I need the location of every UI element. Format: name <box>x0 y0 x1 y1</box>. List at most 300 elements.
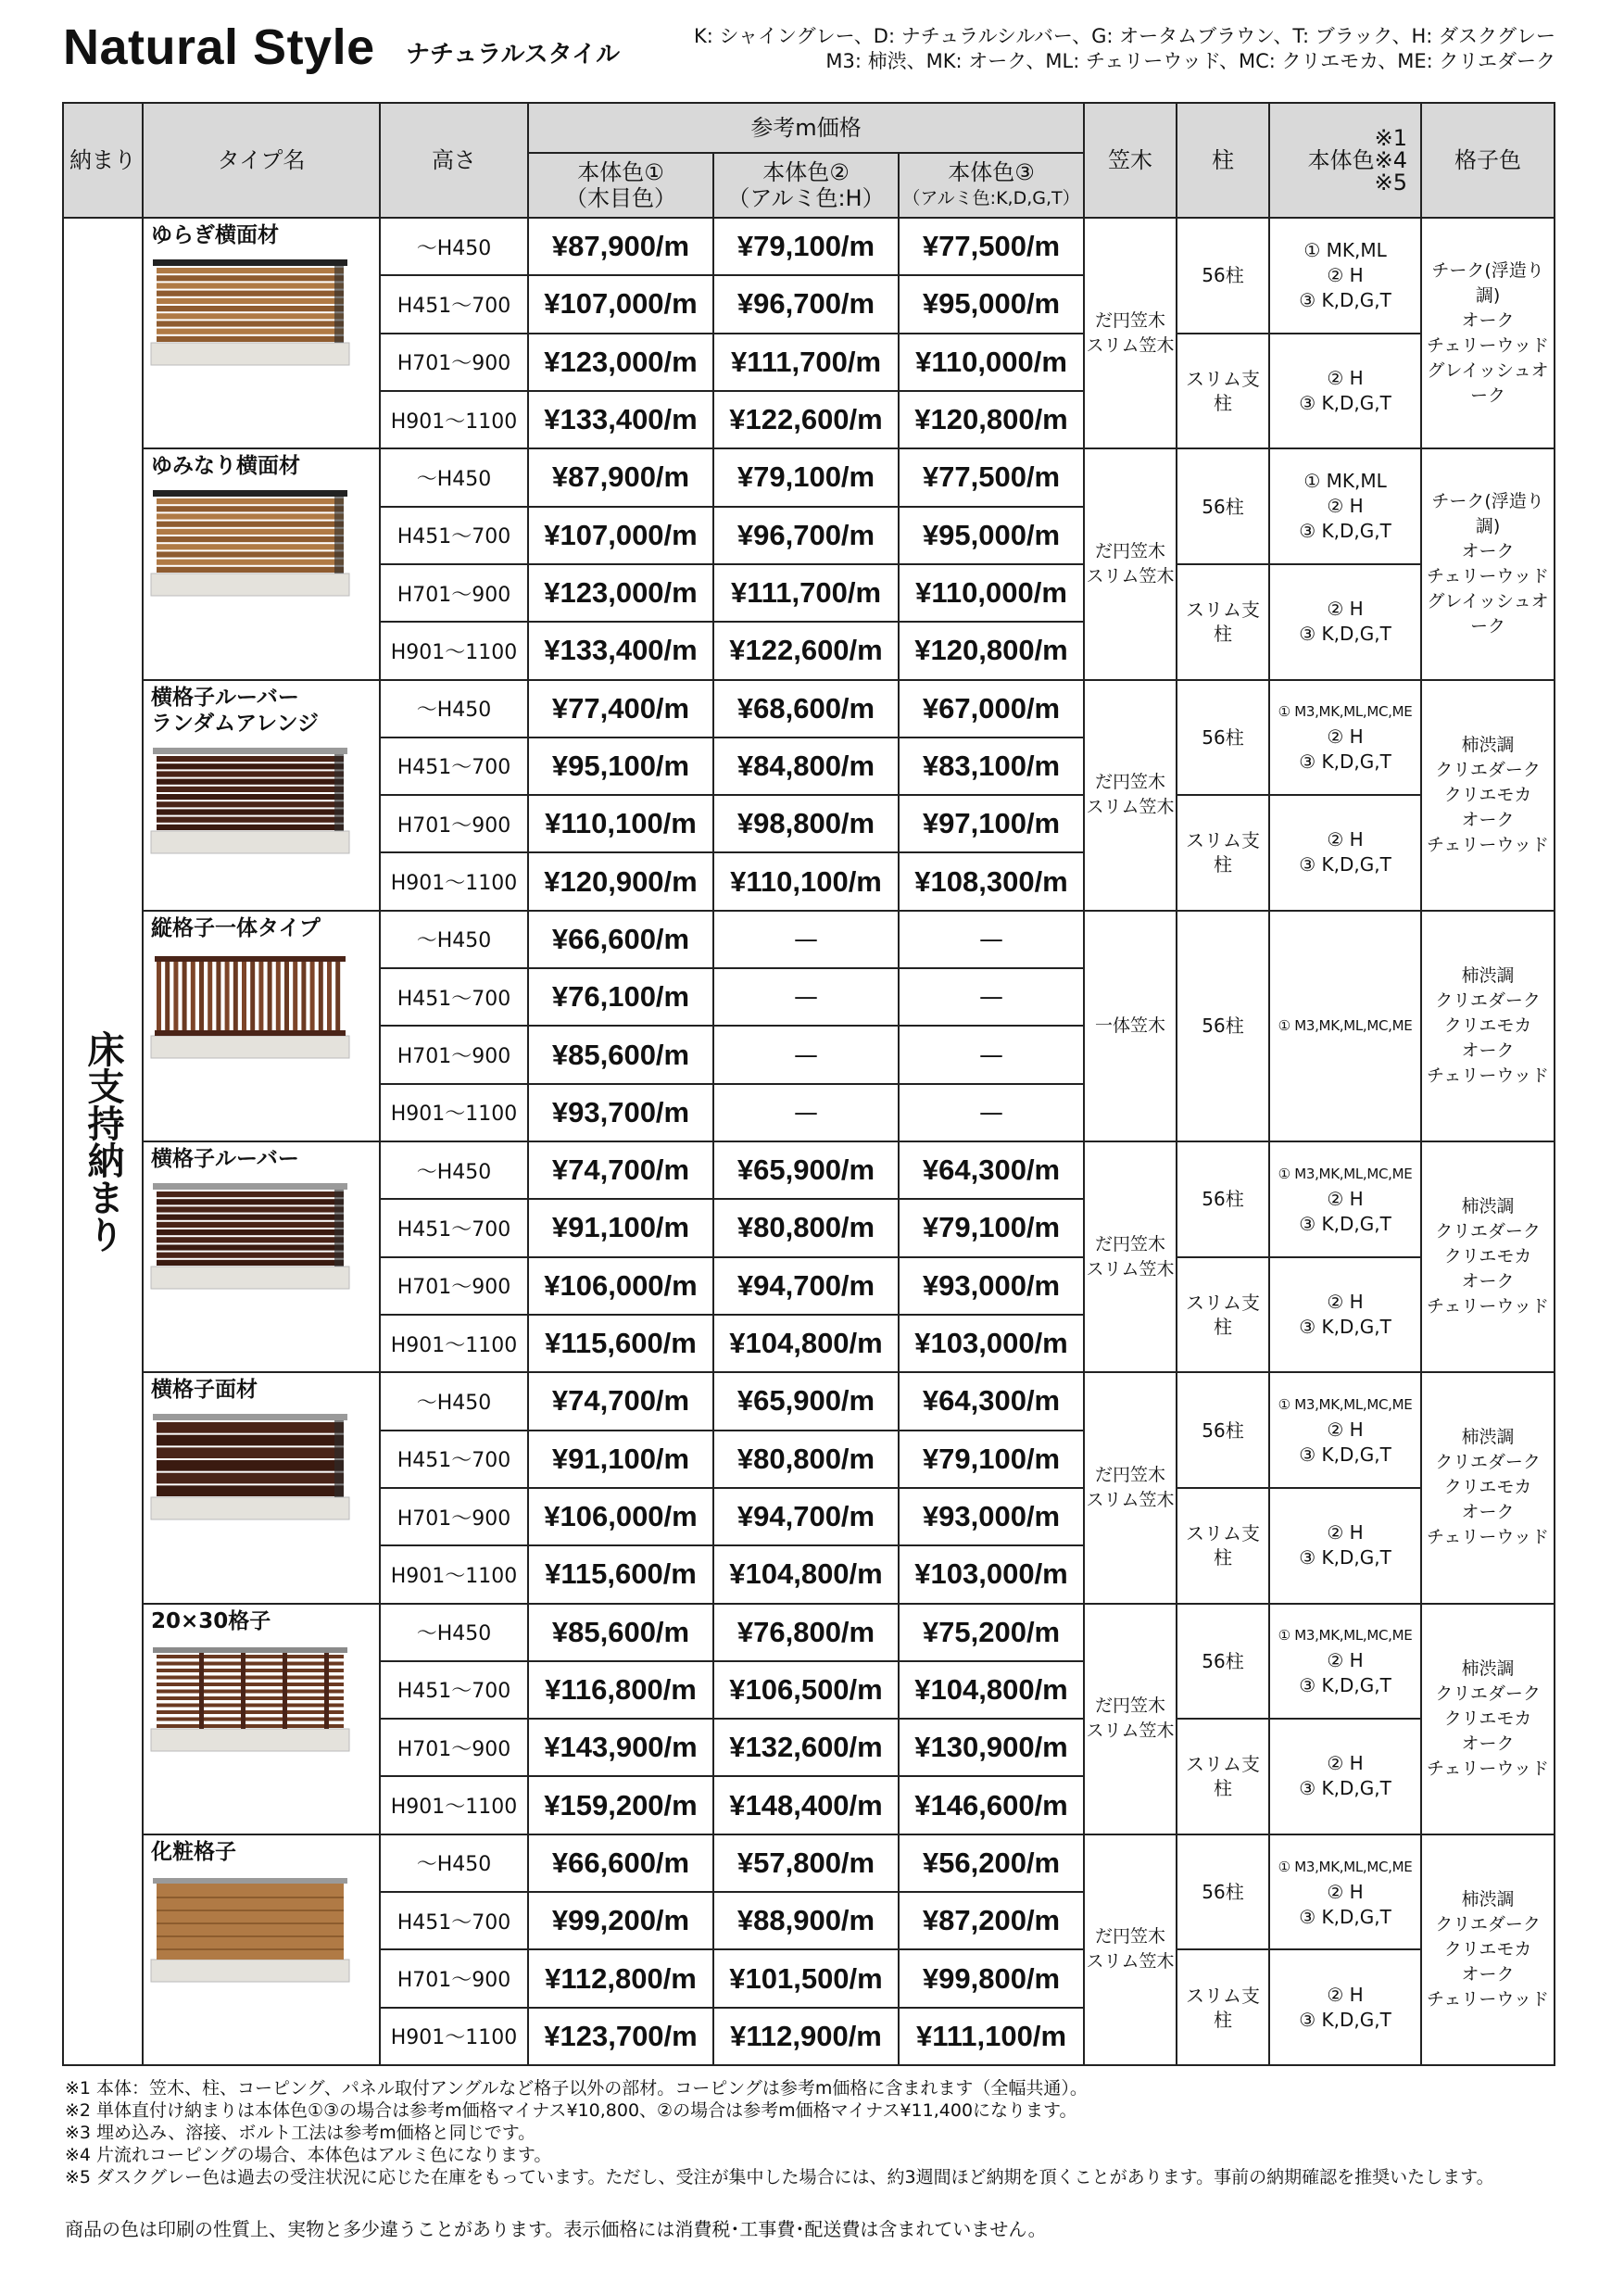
table.groups.6.lattice-line: チェリーウッド <box>1427 1758 1550 1779</box>
table.groups.7.lattice-line: チェリーウッド <box>1427 1988 1550 2010</box>
price-cell: ¥93,000/m <box>899 1257 1084 1315</box>
price-cell: ¥110,000/m <box>899 334 1084 391</box>
lattice-color-cell <box>1421 218 1555 448</box>
body-color-line: ② H <box>1327 366 1364 389</box>
table-row <box>63 1604 1555 1661</box>
table.groups.4.kasagi-line: だ円笠木 <box>1095 1233 1166 1254</box>
price-cell: — <box>899 911 1084 968</box>
type-cell <box>143 1141 380 1372</box>
price-cell: ¥133,400/m <box>528 391 713 448</box>
height-cell: H701～900 <box>380 334 528 391</box>
type-name: 縦格子一体タイプ <box>151 915 321 940</box>
header-body-color <box>1269 103 1421 218</box>
price-cell: ¥95,100/m <box>528 737 713 795</box>
height-cell: H451～700 <box>380 968 528 1026</box>
color-code-legend <box>694 24 1555 74</box>
price-cell: ¥111,700/m <box>713 564 899 622</box>
price-cell: ¥120,800/m <box>899 391 1084 448</box>
yuminari-horizontal-panel-image <box>144 485 379 601</box>
header-price-1 <box>528 153 713 218</box>
price-cell: ¥106,500/m <box>713 1661 899 1719</box>
lattice-color-cell <box>1421 911 1555 1141</box>
height-cell: H451～700 <box>380 275 528 333</box>
table.groups.1.lattice-line: チーク(浮造り調) <box>1431 490 1544 536</box>
body-color-line: ① M3,MK,ML,MC,ME <box>1278 1016 1413 1034</box>
height-cell: H451～700 <box>380 507 528 564</box>
price-cell: ¥115,600/m <box>528 1315 713 1372</box>
price-cell: ¥122,600/m <box>713 391 899 448</box>
height-cell: H901～1100 <box>380 852 528 910</box>
price-cell: ¥95,000/m <box>899 507 1084 564</box>
table.groups.5.kasagi-line: スリム笠木 <box>1086 1489 1175 1510</box>
post-cell: スリム支柱 <box>1177 334 1269 449</box>
height-cell: H451～700 <box>380 1199 528 1256</box>
table-row <box>63 911 1555 968</box>
height-cell: H451～700 <box>380 737 528 795</box>
price-cell: ¥107,000/m <box>528 507 713 564</box>
price-cell: ¥107,000/m <box>528 275 713 333</box>
price-cell: ¥103,000/m <box>899 1545 1084 1603</box>
lattice-color-cell <box>1421 448 1555 679</box>
price-cell: ¥101,500/m <box>713 1949 899 2007</box>
type-cell <box>143 218 380 448</box>
type-name-line: ランダムアレンジ <box>151 711 320 736</box>
price-cell: ¥123,000/m <box>528 564 713 622</box>
header-kasagi: 笠木 <box>1084 103 1177 218</box>
table.groups.7.kasagi-line: だ円笠木 <box>1095 1926 1166 1948</box>
post-cell: 56柱 <box>1177 218 1269 334</box>
height-cell: ～H450 <box>380 680 528 737</box>
price-cell: ¥108,300/m <box>899 852 1084 910</box>
height-cell: H451～700 <box>380 1892 528 1949</box>
body-color-line: ③ K,D,G,T <box>1299 288 1391 311</box>
post-cell: 56柱 <box>1177 1834 1269 1950</box>
price-cell: ¥122,600/m <box>713 622 899 679</box>
header-color-note1: ※1 <box>1374 125 1408 151</box>
note-4: ※4 片流れコーピングの場合、本体色はアルミ色になります。 <box>65 2145 552 2165</box>
price-cell: ¥132,600/m <box>713 1719 899 1776</box>
kasagi-cell <box>1084 911 1177 1141</box>
price-cell: ¥79,100/m <box>713 218 899 275</box>
price-cell: ¥91,100/m <box>528 1431 713 1488</box>
header-price-3-sub: （アルミ色:K,D,G,T） <box>902 188 1080 208</box>
horizontal-lattice-panel-image <box>144 1408 379 1525</box>
price-cell: ¥83,100/m <box>899 737 1084 795</box>
type-name-line: 横格子ルーバー <box>151 685 299 710</box>
height-cell: H901～1100 <box>380 1545 528 1603</box>
price-cell: ¥77,400/m <box>528 680 713 737</box>
price-cell: ¥120,800/m <box>899 622 1084 679</box>
type-cell <box>143 1372 380 1603</box>
body-color-line: ③ K,D,G,T <box>1299 1443 1391 1467</box>
price-cell: ¥95,000/m <box>899 275 1084 333</box>
lattice-20x30-image <box>144 1640 379 1757</box>
horizontal-louver-image <box>144 1178 379 1294</box>
body-color-line: ② H <box>1327 1290 1364 1313</box>
table.groups.2.lattice-line: クリエダーク <box>1435 759 1541 780</box>
header-height: 高さ <box>380 103 528 218</box>
height-cell: ～H450 <box>380 911 528 968</box>
price-cell: ¥76,100/m <box>528 968 713 1026</box>
body-color-line: ② H <box>1327 263 1364 286</box>
price-cell: ¥66,600/m <box>528 1834 713 1892</box>
price-cell: ¥84,800/m <box>713 737 899 795</box>
price-cell: — <box>899 1084 1084 1141</box>
body-color-line: ② H <box>1327 1187 1364 1210</box>
body-color-line: ② H <box>1327 1521 1364 1544</box>
type-cell <box>143 680 380 911</box>
price-cell: ¥94,700/m <box>713 1257 899 1315</box>
page-subtitle: ナチュラルスタイル <box>406 41 621 69</box>
vertical-lattice-integrated-image <box>144 947 379 1064</box>
table.groups.6.lattice-line: オーク <box>1461 1733 1515 1754</box>
type-cell <box>143 448 380 679</box>
body-color-cell <box>1269 564 1421 680</box>
price-cell: ¥143,900/m <box>528 1719 713 1776</box>
price-cell: ¥65,900/m <box>713 1141 899 1199</box>
price-cell: ¥123,700/m <box>528 2008 713 2065</box>
table.groups.6.kasagi-line: だ円笠木 <box>1095 1695 1166 1717</box>
table.groups.2.lattice-line: チェリーウッド <box>1427 834 1550 855</box>
price-cell: ¥115,600/m <box>528 1545 713 1603</box>
body-color-cell <box>1269 1141 1421 1257</box>
price-cell: — <box>713 1026 899 1083</box>
table.groups.0.kasagi-line: だ円笠木 <box>1095 309 1166 331</box>
body-color-line: ③ K,D,G,T <box>1299 2008 1391 2031</box>
price-cell: ¥111,700/m <box>713 334 899 391</box>
table.groups.4.lattice-line: 柿渋調 <box>1461 1196 1515 1217</box>
body-color-line: ② H <box>1327 598 1364 621</box>
note-2: ※2 単体直付け納まりは本体色①③の場合は参考m価格マイナス¥10,800、②の場合は参考m価格マイナス¥11,400になります。 <box>65 2100 1077 2121</box>
kasagi-cell <box>1084 1604 1177 1834</box>
price-cell: ¥56,200/m <box>899 1834 1084 1892</box>
height-cell: ～H450 <box>380 218 528 275</box>
header-price-2 <box>713 153 899 218</box>
price-cell: ¥96,700/m <box>713 507 899 564</box>
post-cell: スリム支柱 <box>1177 1488 1269 1604</box>
post-cell: スリム支柱 <box>1177 1949 1269 2065</box>
height-cell: H901～1100 <box>380 1315 528 1372</box>
table.groups.4.lattice-line: クリエダーク <box>1435 1221 1541 1242</box>
header-price-group: 参考m価格 <box>528 103 1084 153</box>
body-color-line: ② H <box>1327 725 1364 749</box>
price-cell: ¥68,600/m <box>713 680 899 737</box>
lattice-color-cell <box>1421 1604 1555 1834</box>
price-cell: ¥87,900/m <box>528 218 713 275</box>
height-cell: H451～700 <box>380 1661 528 1719</box>
post-cell: 56柱 <box>1177 1141 1269 1257</box>
price-cell: ¥80,800/m <box>713 1431 899 1488</box>
price-cell: ¥116,800/m <box>528 1661 713 1719</box>
height-cell: H701～900 <box>380 1719 528 1776</box>
header-price-3-label: 本体色③ <box>948 159 1035 185</box>
price-cell: ¥123,000/m <box>528 334 713 391</box>
height-cell: H901～1100 <box>380 2008 528 2065</box>
kasagi-cell <box>1084 448 1177 679</box>
body-color-line: ② H <box>1327 1880 1364 1903</box>
decorative-lattice-image <box>144 1871 379 1987</box>
legend-line-1: K: シャイングレー、D: ナチュラルシルバー、G: オータムブラウン、T: ブラック、H: ダスクグレー <box>693 25 1555 47</box>
body-color-cell <box>1269 1372 1421 1488</box>
note-3: ※3 埋め込み、溶接、ボルト工法は参考m価格と同じです。 <box>65 2123 536 2143</box>
type-name: ゆみなり横面材 <box>151 454 300 479</box>
kasagi-cell <box>1084 1372 1177 1603</box>
header-lattice-color: 格子色 <box>1421 103 1555 218</box>
body-color-cell <box>1269 911 1421 1141</box>
table.groups.0.lattice-line: チーク(浮造り調) <box>1431 259 1544 306</box>
table.groups.7.lattice-line: 柿渋調 <box>1461 1888 1515 1910</box>
height-cell: H701～900 <box>380 795 528 852</box>
price-cell: ¥104,800/m <box>713 1315 899 1372</box>
kasagi-cell <box>1084 1141 1177 1372</box>
louver-random-arrange-image <box>144 742 379 859</box>
body-color-line: ② H <box>1327 1752 1364 1775</box>
price-table <box>62 102 1555 2066</box>
table.groups.0.kasagi-line: スリム笠木 <box>1086 334 1175 356</box>
install-type-band <box>63 218 143 2065</box>
table.groups.5.lattice-line: チェリーウッド <box>1427 1527 1550 1548</box>
table-row <box>63 1141 1555 1199</box>
type-name: ゆらぎ横面材 <box>151 223 279 247</box>
height-cell: ～H450 <box>380 1372 528 1430</box>
table.groups.4.lattice-line: オーク <box>1461 1271 1515 1292</box>
table-row <box>63 448 1555 506</box>
table.groups.1.lattice-line: チェリーウッド <box>1427 565 1550 586</box>
price-cell: ¥76,800/m <box>713 1604 899 1661</box>
price-cell: ¥130,900/m <box>899 1719 1084 1776</box>
body-color-cell <box>1269 1604 1421 1720</box>
page-title: Natural Style <box>63 19 375 75</box>
price-cell: ¥103,000/m <box>899 1315 1084 1372</box>
table.groups.3.lattice-line: クリエモカ <box>1443 1015 1532 1036</box>
kasagi-cell <box>1084 218 1177 448</box>
height-cell: H901～1100 <box>380 1084 528 1141</box>
table.groups.5.lattice-line: クリエダーク <box>1435 1452 1541 1473</box>
type-name: 化粧格子 <box>151 1839 236 1864</box>
price-cell: ¥65,900/m <box>713 1372 899 1430</box>
price-cell: ¥110,100/m <box>528 795 713 852</box>
table.groups.4.lattice-line: チェリーウッド <box>1427 1296 1550 1317</box>
body-color-line: ③ K,D,G,T <box>1299 391 1391 414</box>
body-color-cell <box>1269 1257 1421 1373</box>
body-color-line: ③ K,D,G,T <box>1299 1905 1391 1928</box>
header-price-2-sub: （アルミ色:H） <box>727 185 885 211</box>
body-color-cell <box>1269 1719 1421 1834</box>
price-cell: ¥66,600/m <box>528 911 713 968</box>
body-color-line: ① MK,ML <box>1303 470 1387 493</box>
price-cell: ¥120,900/m <box>528 852 713 910</box>
table.groups.0.lattice-line: チェリーウッド <box>1427 334 1550 356</box>
body-color-cell <box>1269 795 1421 911</box>
price-cell: ¥133,400/m <box>528 622 713 679</box>
body-color-line: ② H <box>1327 1983 1364 2006</box>
price-cell: ¥75,200/m <box>899 1604 1084 1661</box>
price-cell: ¥67,000/m <box>899 680 1084 737</box>
table.groups.2.kasagi-line: だ円笠木 <box>1095 772 1166 793</box>
footer-disclaimer: 商品の色は印刷の性質上、実物と多少違うことがあります。表示価格には消費税･工事費･配送費は含まれていません。 <box>65 2218 1047 2240</box>
body-color-line: ③ K,D,G,T <box>1299 1674 1391 1697</box>
price-cell: ¥74,700/m <box>528 1372 713 1430</box>
install-type-label: 床支持納まり <box>82 1030 124 1253</box>
price-cell: — <box>713 1084 899 1141</box>
kasagi-cell <box>1084 1834 1177 2065</box>
price-cell: ¥64,300/m <box>899 1372 1084 1430</box>
table.groups.7.lattice-line: クリエモカ <box>1443 1938 1532 1960</box>
height-cell: H901～1100 <box>380 622 528 679</box>
price-cell: ¥106,000/m <box>528 1257 713 1315</box>
header-type: タイプ名 <box>143 103 380 218</box>
yuragi-horizontal-panel-image <box>144 254 379 371</box>
table.groups.2.lattice-line: オーク <box>1461 809 1515 830</box>
header-price-2-label: 本体色② <box>762 159 850 185</box>
price-cell: — <box>899 1026 1084 1083</box>
price-cell: ¥97,100/m <box>899 795 1084 852</box>
post-cell: 56柱 <box>1177 911 1269 1141</box>
height-cell: ～H450 <box>380 1604 528 1661</box>
header-post: 柱 <box>1177 103 1269 218</box>
table.groups.7.kasagi-line: スリム笠木 <box>1086 1951 1175 1973</box>
body-color-line: ③ K,D,G,T <box>1299 623 1391 646</box>
lattice-color-cell <box>1421 1141 1555 1372</box>
type-cell <box>143 1604 380 1834</box>
price-cell: ¥77,500/m <box>899 448 1084 506</box>
type-cell <box>143 1834 380 2065</box>
table.groups.3.lattice-line: クリエダーク <box>1435 990 1541 1011</box>
table.groups.6.kasagi-line: スリム笠木 <box>1086 1721 1175 1742</box>
height-cell: H701～900 <box>380 1257 528 1315</box>
table.groups.7.lattice-line: クリエダーク <box>1435 1913 1541 1935</box>
table-row <box>63 218 1555 275</box>
notes <box>65 2077 1494 2188</box>
type-cell <box>143 911 380 1141</box>
price-cell: ¥148,400/m <box>713 1776 899 1834</box>
type-name <box>144 681 379 737</box>
table.groups.4.lattice-line: クリエモカ <box>1443 1246 1532 1267</box>
header-price-1-label: 本体色① <box>577 159 664 185</box>
body-color-line: ① M3,MK,ML,MC,ME <box>1278 1396 1413 1414</box>
post-cell: 56柱 <box>1177 448 1269 564</box>
body-color-cell <box>1269 218 1421 334</box>
note-1: ※1 本体：笠木、柱、コーピング、パネル取付アングルなど格子以外の部材。コーピングは参考m価格に含まれます（全幅共通）。 <box>65 2078 1088 2099</box>
post-cell: 56柱 <box>1177 1372 1269 1488</box>
price-cell: ¥110,000/m <box>899 564 1084 622</box>
price-cell: ¥94,700/m <box>713 1488 899 1545</box>
body-color-cell <box>1269 680 1421 796</box>
price-cell: ¥112,800/m <box>528 1949 713 2007</box>
table.groups.4.kasagi-line: スリム笠木 <box>1086 1258 1175 1279</box>
body-color-line: ③ K,D,G,T <box>1299 1777 1391 1800</box>
lattice-color-cell <box>1421 680 1555 911</box>
type-name: 横格子ルーバー <box>151 1147 299 1171</box>
height-cell: H451～700 <box>380 1431 528 1488</box>
table.groups.7.lattice-line: オーク <box>1461 1963 1515 1985</box>
table.groups.1.kasagi-line: スリム笠木 <box>1086 565 1175 586</box>
table.groups.0.lattice-line: グレイッシュオーク <box>1427 359 1549 406</box>
body-color-cell <box>1269 1488 1421 1604</box>
price-cell: ¥79,100/m <box>713 448 899 506</box>
post-cell: スリム支柱 <box>1177 1719 1269 1834</box>
height-cell: H901～1100 <box>380 1776 528 1834</box>
header-price-1-sub: （木目色） <box>565 185 676 211</box>
price-cell: ¥104,800/m <box>899 1661 1084 1719</box>
body-color-line: ③ K,D,G,T <box>1299 1315 1391 1338</box>
table.groups.3.lattice-line: 柿渋調 <box>1461 964 1515 986</box>
height-cell: H901～1100 <box>380 391 528 448</box>
table-row <box>63 680 1555 737</box>
body-color-cell <box>1269 1949 1421 2065</box>
height-cell: ～H450 <box>380 1834 528 1892</box>
price-cell: ¥64,300/m <box>899 1141 1084 1199</box>
body-color-line: ③ K,D,G,T <box>1299 853 1391 876</box>
price-cell: ¥91,100/m <box>528 1199 713 1256</box>
body-color-line: ② H <box>1327 1649 1364 1672</box>
price-cell: ¥57,800/m <box>713 1834 899 1892</box>
legend-line-2: M3: 柿渋、MK: オーク、ML: チェリーウッド、MC: クリエモカ、ME: クリエダーク <box>825 50 1555 72</box>
price-cell: ¥112,900/m <box>713 2008 899 2065</box>
post-cell: 56柱 <box>1177 680 1269 796</box>
table-row <box>63 1372 1555 1430</box>
height-cell: ～H450 <box>380 448 528 506</box>
header-color-note3: ※5 <box>1374 170 1408 195</box>
price-cell: ¥79,100/m <box>899 1431 1084 1488</box>
table-header-row <box>63 103 1555 153</box>
table-row <box>63 1834 1555 1892</box>
price-cell: ¥87,200/m <box>899 1892 1084 1949</box>
height-cell: ～H450 <box>380 1141 528 1199</box>
price-cell: ¥93,700/m <box>528 1084 713 1141</box>
body-color-cell <box>1269 448 1421 564</box>
header-color-label: 本体色※4 <box>1307 147 1408 173</box>
kasagi-cell <box>1084 680 1177 911</box>
header-price-3 <box>899 153 1084 218</box>
table.groups.5.lattice-line: オーク <box>1461 1502 1515 1523</box>
body-color-line: ② H <box>1327 828 1364 851</box>
price-cell: ¥80,800/m <box>713 1199 899 1256</box>
body-color-line: ① MK,ML <box>1303 238 1387 261</box>
note-5: ※5 ダスクグレー色は過去の受注状況に応じた在庫をもっています。ただし、受注が集中した場合には、約3週間ほど納期を頂くことがあります。事前の納期確認を推奨いたします。 <box>65 2167 1494 2187</box>
price-cell: ¥111,100/m <box>899 2008 1084 2065</box>
price-cell: ¥88,900/m <box>713 1892 899 1949</box>
table.groups.6.lattice-line: 柿渋調 <box>1461 1658 1515 1679</box>
table.groups.6.lattice-line: クリエダーク <box>1435 1683 1541 1704</box>
table.groups.2.lattice-line: 柿渋調 <box>1461 734 1515 755</box>
body-color-cell <box>1269 1834 1421 1950</box>
post-cell: スリム支柱 <box>1177 1257 1269 1373</box>
table.groups.3.kasagi-line: 一体笠木 <box>1095 1015 1166 1036</box>
price-cell: ¥106,000/m <box>528 1488 713 1545</box>
type-name: 横格子面材 <box>151 1378 258 1403</box>
price-cell: ¥79,100/m <box>899 1199 1084 1256</box>
price-cell: ¥74,700/m <box>528 1141 713 1199</box>
height-cell: H701～900 <box>380 1949 528 2007</box>
price-cell: ¥93,000/m <box>899 1488 1084 1545</box>
table.groups.1.lattice-line: グレイッシュオーク <box>1427 590 1549 637</box>
price-cell: ¥77,500/m <box>899 218 1084 275</box>
body-color-line: ③ K,D,G,T <box>1299 520 1391 543</box>
table.groups.5.lattice-line: クリエモカ <box>1443 1477 1532 1498</box>
table.groups.2.lattice-line: クリエモカ <box>1443 784 1532 805</box>
price-cell: — <box>713 968 899 1026</box>
body-color-line: ① M3,MK,ML,MC,ME <box>1278 1165 1413 1182</box>
price-cell: ¥85,600/m <box>528 1026 713 1083</box>
price-cell: ¥87,900/m <box>528 448 713 506</box>
price-cell: ¥159,200/m <box>528 1776 713 1834</box>
height-cell: H701～900 <box>380 564 528 622</box>
body-color-line: ② H <box>1327 1418 1364 1442</box>
type-name: 20×30格子 <box>151 1608 271 1633</box>
body-color-line: ③ K,D,G,T <box>1299 750 1391 774</box>
price-cell: ¥110,100/m <box>713 852 899 910</box>
